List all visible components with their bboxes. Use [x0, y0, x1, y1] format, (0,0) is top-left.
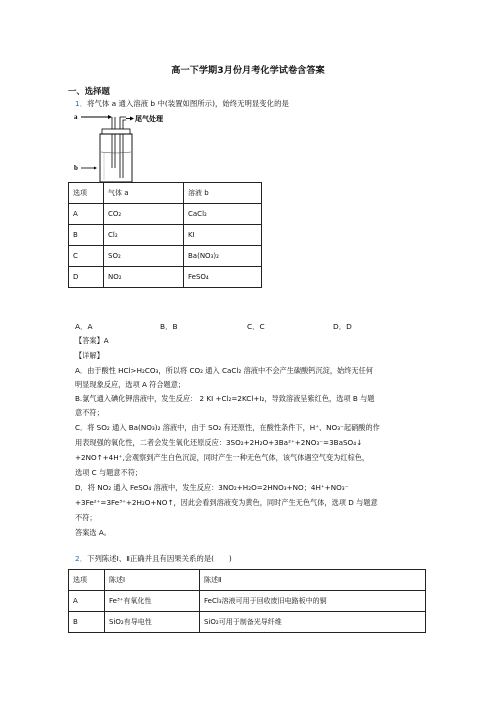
option-b: B．B: [160, 322, 178, 331]
option-a: A．A: [75, 322, 93, 331]
diagram-label-exhaust: 尾气处理: [135, 115, 163, 123]
table-header-cell: 选项: [69, 183, 104, 204]
table-cell: B: [69, 612, 105, 633]
explanation-line: A．由于酸性 HCl>H₂CO₃，所以将 CO₂ 通入 CaCl₂ 溶液中不会产生碳酸钙沉淀，始终无任何: [75, 366, 373, 375]
question-2-table: [68, 569, 426, 633]
explanation-line: C．将 SO₂ 通入 Ba(NO₃)₂ 溶液中，由于 SO₂ 有还原性，在酸性条件下，H⁺、NO₃⁻起硝酸的作: [75, 423, 380, 432]
table-cell: FeCl₃溶液可用于回收废旧电路板中的铜: [200, 591, 426, 612]
table-header-cell: 溶液 b: [184, 183, 262, 204]
table-cell: A: [69, 591, 105, 612]
table-cell: CO₂: [104, 204, 184, 225]
explanation-line: +3Fe²⁺=3Fe³⁺+2H₂O+NO↑，因此会看到溶液变为黄色，同时产生无色气体，选项 D 与题意: [75, 498, 378, 507]
table-cell: FeSO₄: [184, 267, 262, 288]
table-cell: CaCl₂: [184, 204, 262, 225]
table-cell: Ba(NO₃)₂: [184, 246, 262, 267]
question-2-text: 下列陈述Ⅰ、Ⅱ正确并且有因果关系的是( ): [87, 554, 232, 563]
table-cell: KI: [184, 225, 262, 246]
table-cell: A: [69, 204, 104, 225]
diagram-label-b: b: [74, 164, 78, 172]
diagram-label-a: a: [74, 113, 78, 121]
explanation-line: +2NO↑+4H⁺,会观察到产生白色沉淀，同时产生一种无色气体，该气体遇空气变为红棕色，: [75, 453, 370, 462]
explanation-line: 意不符；: [75, 408, 104, 417]
explanation-line: 答案选 A。: [75, 528, 111, 537]
table-cell: Cl₂: [104, 225, 184, 246]
table-cell: Fe³⁺有氧化性: [105, 591, 200, 612]
explanation-line: 选项 C 与题意不符；: [75, 468, 143, 477]
section-heading: 一、选择题: [68, 86, 110, 96]
page-title: 高一下学期3月份月考化学试卷含答案: [171, 65, 325, 76]
option-d: D．D: [333, 322, 352, 331]
table-row: [69, 612, 426, 633]
table-header-cell: 选项: [69, 570, 105, 591]
detail-heading: 【详解】: [75, 351, 104, 360]
table-header-cell: 陈述Ⅰ: [105, 570, 200, 591]
question-2-number: 2．: [75, 554, 88, 563]
table-cell: NO₂: [104, 267, 184, 288]
question-1-table: [68, 182, 262, 288]
answer-label: 【答案】A: [75, 336, 109, 345]
table-header-cell: 气体 a: [104, 183, 184, 204]
explanation-line: D．将 NO₂ 通入 FeSO₄ 溶液中，发生反应：3NO₂+H₂O=2HNO₃+NO；4H⁺+NO₃⁻: [75, 483, 349, 492]
explanation-line: 不符；: [75, 513, 97, 522]
explanation-line: B.氯气通入碘化钾溶液中，发生反应： 2 KI +Cl₂=2KCl+I₂，导致溶液呈紫红色，选项 B 与题: [75, 394, 375, 403]
explanation-line: 明显现象反应，选项 A 符合题意；: [75, 380, 186, 389]
table-cell: C: [69, 246, 104, 267]
table-cell: D: [69, 267, 104, 288]
table-row: [69, 225, 262, 246]
table-header-cell: 陈述Ⅱ: [200, 570, 426, 591]
table-cell: SiO₂有导电性: [105, 612, 200, 633]
table-row: [69, 267, 262, 288]
option-c: C．C: [247, 322, 265, 331]
question-1-text: 将气体 a 通入溶液 b 中(装置如图所示)，始终无明显变化的是: [87, 99, 289, 108]
table-row: [69, 246, 262, 267]
table-cell: SiO₂可用于制备光导纤维: [200, 612, 426, 633]
table-row: [69, 591, 426, 612]
table-header-row: [69, 570, 426, 591]
question-2-stem: [75, 553, 232, 564]
table-row: [69, 204, 262, 225]
explanation-line: 用表现强的氧化性，二者会发生氧化还原反应：3SO₂+2H₂O+3Ba²⁺+2NO₃⁻=3BaSO₄↓: [75, 438, 363, 447]
question-1-number: 1．: [75, 99, 88, 108]
table-cell: SO₂: [104, 246, 184, 267]
table-cell: B: [69, 225, 104, 246]
table-header-row: [69, 183, 262, 204]
gas-bottle-diagram: [72, 108, 182, 186]
